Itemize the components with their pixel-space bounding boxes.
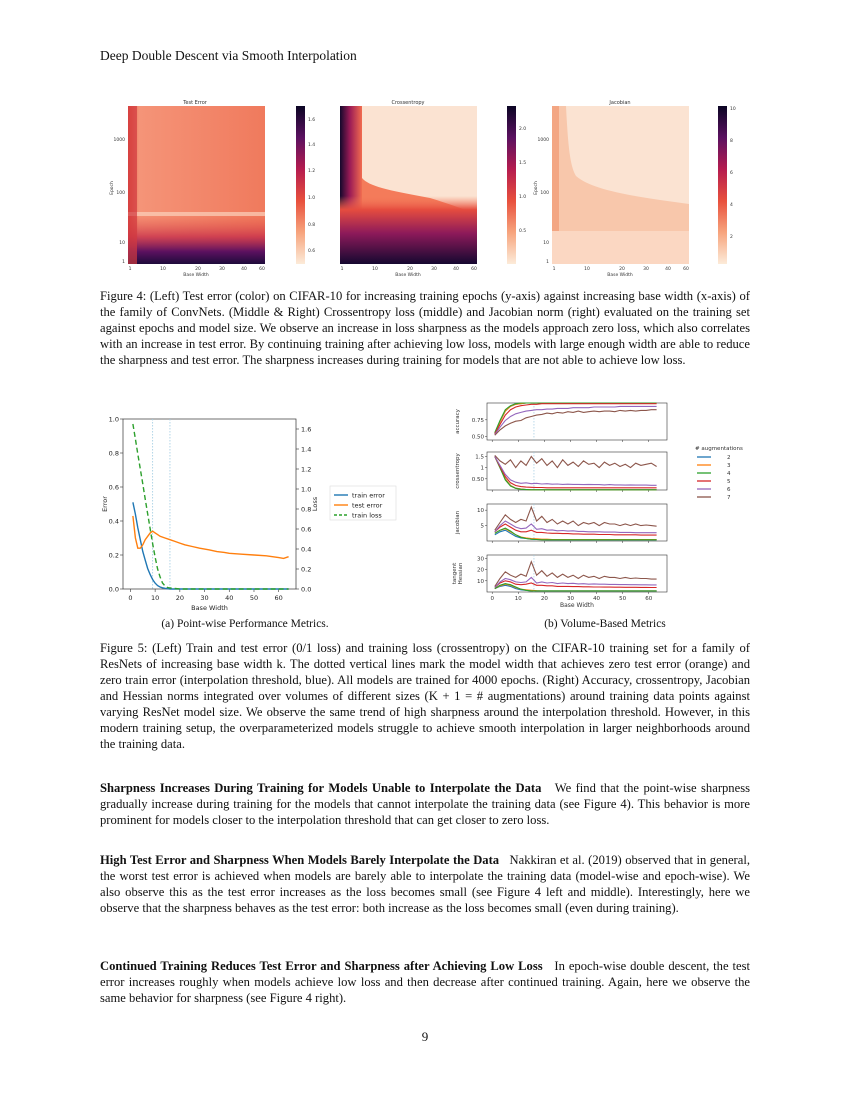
y2-tick-label: 1.4	[301, 445, 312, 454]
x-tick-label: 30	[431, 267, 437, 272]
legend-label: test error	[352, 501, 383, 510]
y-tick-label: 1.0	[108, 415, 119, 424]
x-tick-label: 30	[219, 267, 225, 272]
x-tick-label: 10	[514, 596, 522, 602]
x-axis-label: Base Width	[183, 273, 209, 278]
x-tick-label: 40	[665, 267, 671, 272]
x-tick-label: 40	[453, 267, 459, 272]
x-tick-label: 10	[372, 267, 378, 272]
paragraph-text: In epoch-wise double descent, the test error increases roughly when models achieve low loss and then decrease after continued training. Again, here we observe the same behavior for sharpness (see Figure 4 right).	[100, 959, 750, 1005]
paragraph	[100, 958, 750, 1006]
colorbar	[507, 106, 516, 264]
series-line-7	[495, 410, 657, 436]
colorbar-tick: 1.4	[308, 143, 316, 148]
y-tick-label: 0.6	[108, 483, 119, 492]
y-axis-label: jacobian	[455, 510, 461, 535]
colorbar-tick: 1.2	[308, 169, 316, 174]
y-tick-label: 30	[477, 556, 484, 563]
y-tick-label: 0.0	[108, 585, 119, 594]
colorbar	[718, 106, 727, 264]
x-tick-label: 10	[150, 594, 160, 602]
x-tick-label: 50	[249, 594, 259, 602]
y-tick-label: 1	[480, 465, 484, 472]
y-tick-label: 20	[477, 567, 484, 574]
colorbar-tick: 1.0	[308, 196, 316, 201]
x-tick-label: 30	[566, 596, 574, 602]
y2-tick-label: 0.0	[301, 585, 312, 594]
paragraph-text: We find that the point-wise sharpness gradually increase during training for the models that cannot interpolate the training data (see Figure 4). This behavior is more prominent for models closer to the interpolation threshold that can get closer to zero loss.	[100, 781, 750, 827]
x-axis-label: Base Width	[560, 602, 594, 609]
series-line-test-error	[133, 516, 289, 559]
x-tick-label: 40	[225, 594, 234, 602]
x-tick-label: 20	[195, 267, 201, 272]
x-tick-label: 20	[540, 596, 548, 602]
series-line-6	[495, 577, 657, 587]
series-line-7	[495, 507, 657, 530]
colorbar-tick: 0.5	[519, 229, 527, 234]
x-tick-label: 1	[128, 267, 132, 272]
legend-label: train error	[352, 491, 385, 500]
colorbar-tick: 1.6	[308, 118, 316, 123]
y-tick-label: 0.50	[471, 476, 484, 483]
colorbar-tick: 4	[730, 203, 733, 208]
y-axis-label: Epoch	[110, 181, 115, 195]
paragraph-text: Nakkiran et al. (2019) observed that in general, the worst test error is achieved when models are barely able to interpolate the training data (model-wise and epoch-wise). We also observe this as the test error increases as the loss becomes small (see Figure 4 left and middle). Interestingly, here we observe that the sharpness behaves as the test error: both increase as the loss becomes small (even during training).	[100, 853, 750, 915]
y-axis-label: Hessian	[458, 562, 464, 585]
plot-frame	[123, 419, 296, 589]
y2-tick-label: 1.2	[301, 465, 312, 474]
y-axis-label: accuracy	[455, 409, 461, 434]
heatmap-crossentropy	[340, 100, 526, 278]
y2-tick-label: 0.8	[301, 505, 312, 514]
x-tick-label: 60	[259, 267, 265, 272]
y2-tick-label: 0.2	[301, 565, 312, 574]
x-tick-label: 10	[160, 267, 166, 272]
x-tick-label: 10	[584, 267, 590, 272]
paragraph-heading: Continued Training Reduces Test Error and Sharpness after Achieving Low Loss	[100, 959, 543, 973]
y-tick-label: 10	[543, 241, 549, 246]
y-tick-label: 1000	[113, 138, 125, 143]
colorbar-tick: 10	[730, 107, 736, 112]
figure4-heatmaps	[100, 96, 750, 278]
x-axis-label: Base Width	[607, 273, 633, 278]
colorbar-tick: 1.5	[519, 161, 527, 166]
x-tick-label: 1	[340, 267, 344, 272]
colorbar-tick: 8	[730, 139, 733, 144]
x-tick-label: 0	[490, 596, 494, 602]
colorbar-tick: 0.8	[308, 223, 316, 228]
y-tick-label: 100	[116, 191, 125, 196]
legend-title: # augmentations	[695, 446, 743, 452]
series-line-6	[495, 457, 657, 486]
series-line-5	[495, 524, 657, 535]
y2-tick-label: 1.0	[301, 485, 312, 494]
x-tick-label: 50	[619, 596, 627, 602]
paragraph	[100, 780, 750, 828]
x-tick-label: 60	[274, 594, 283, 602]
x-tick-label: 30	[643, 267, 649, 272]
colorbar-tick: 6	[730, 171, 733, 176]
y-tick-label: 5	[480, 523, 484, 530]
series-line-train-loss	[133, 424, 289, 589]
figure5a-subcaption: (a) Point-wise Performance Metrics.	[161, 618, 329, 630]
y2-tick-label: 0.4	[301, 545, 312, 554]
x-tick-label: 0	[128, 594, 133, 602]
y-tick-label: 10	[477, 508, 484, 515]
y-tick-label: 0.4	[108, 517, 119, 526]
y-tick-label: 0.75	[471, 417, 484, 424]
y-tick-label: 0.50	[471, 434, 484, 441]
paragraph-heading: Sharpness Increases During Training for Models Unable to Interpolate the Data	[100, 781, 542, 795]
x-tick-label: 20	[175, 594, 184, 602]
colorbar-tick: 2.0	[519, 127, 527, 132]
y-tick-label: 100	[540, 191, 549, 196]
heatmap-test-error	[109, 100, 315, 278]
x-tick-label: 60	[645, 596, 653, 602]
heatmap-title: Crossentropy	[391, 100, 425, 106]
x-tick-label: 60	[683, 267, 689, 272]
x-axis-label: Base Width	[395, 273, 421, 278]
x-tick-label: 30	[200, 594, 209, 602]
y-tick-label: 1	[122, 260, 125, 265]
colorbar	[296, 106, 305, 264]
x-tick-label: 40	[593, 596, 601, 602]
y-tick-label: 1000	[537, 138, 549, 143]
x-tick-label: 20	[407, 267, 413, 272]
y-axis-label: crossentropy	[455, 453, 461, 489]
y-tick-label: 0.8	[108, 449, 119, 458]
series-line-train-error	[133, 502, 289, 589]
x-tick-label: 20	[619, 267, 625, 272]
y-axis-label: tangent	[452, 562, 458, 585]
figure5-caption: Figure 5: (Left) Train and test error (0/1 loss) and training loss (crossentropy) on the CIFAR-10 training set for a family of ResNets of increasing base width k. The dotted vertical lines mark the model width that achieves zero test error (orange) and zero train error (interpolation threshold, blue). All models are trained for 4000 epochs. (Right) Accuracy, crossentropy, Jacobian and Hessian norms integrated over volumes of different sizes (K + 1 = # augmentations) around training data points against varying ResNet model size. We observe the same trend of high sharpness around the interpolation threshold. However, in this modern training setup, the overparameterized models struggle to achieve smooth interpolation in larger neighborhoods around the training data.	[100, 641, 750, 751]
x-tick-label: 1	[552, 267, 556, 272]
colorbar-tick: 0.6	[308, 249, 316, 254]
legend-label: 5	[727, 479, 731, 485]
y-tick-label: 10	[119, 241, 125, 246]
legend-label: 6	[727, 487, 731, 493]
heatmap-title: Test Error	[183, 100, 207, 106]
figure5b-chart	[445, 395, 755, 615]
figure5a-chart	[98, 410, 428, 615]
y-axis-label: Epoch	[534, 181, 539, 195]
y-tick-label: 0.2	[108, 551, 119, 560]
figure4-caption: Figure 4: (Left) Test error (color) on CIFAR-10 for increasing training epochs (y-axis) against increasing base width (x-axis) of the family of ConvNets. (Middle & Right) Crossentropy loss (middle) and Jacobian norm (right) evaluated on the training set against epochs and model size. We observe an increase in loss sharpness as the models approach zero loss, which also correlates with an increase in test error. By continuing training after achieving low loss, models with large enough width are able to reduce the sharpness and test error. The sharpness increases during training for models that are not able to achieve low loss.	[100, 289, 750, 367]
y2-axis-label: Loss	[311, 496, 319, 512]
legend-label: 2	[727, 455, 731, 461]
x-tick-label: 40	[241, 267, 247, 272]
y-tick-label: 1.5	[475, 454, 484, 461]
y-axis-label: Error	[101, 496, 109, 512]
colorbar-tick: 1.0	[519, 195, 527, 200]
heatmap-title: Jacobian	[609, 100, 631, 106]
heatmap-jacobian	[533, 100, 736, 278]
legend-label: 7	[727, 495, 731, 501]
y2-tick-label: 0.6	[301, 525, 312, 534]
y-tick-label: 10	[477, 578, 484, 585]
legend-label: 4	[727, 471, 731, 477]
x-axis-label: Base Width	[191, 604, 228, 612]
paragraph	[100, 852, 750, 916]
page-number: 9	[421, 1029, 429, 1044]
running-head: Deep Double Descent via Smooth Interpolation	[100, 48, 357, 63]
paragraph-heading: High Test Error and Sharpness When Models Barely Interpolate the Data	[100, 853, 500, 867]
y-tick-label: 1	[546, 260, 549, 265]
legend-label: 3	[727, 463, 731, 469]
legend-label: train loss	[352, 511, 382, 520]
colorbar-tick: 2	[730, 235, 733, 240]
x-tick-label: 60	[471, 267, 477, 272]
series-line-7	[495, 455, 657, 467]
y2-tick-label: 1.6	[301, 425, 312, 434]
figure5b-subcaption: (b) Volume-Based Metrics	[544, 618, 666, 630]
